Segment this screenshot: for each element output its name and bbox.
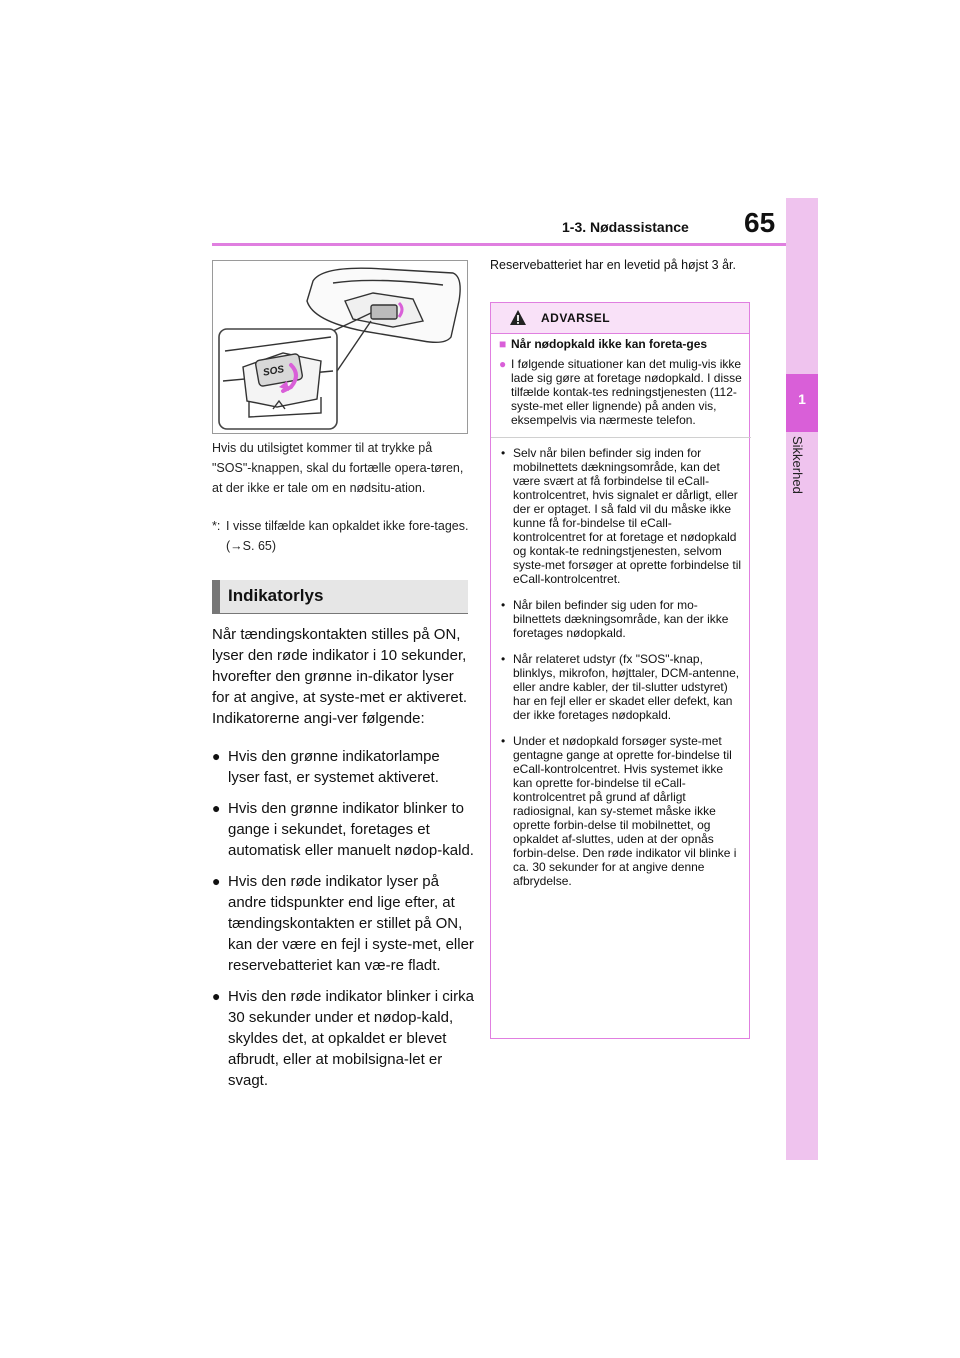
warning-subheading: [499, 337, 743, 351]
section-heading-box: [212, 580, 468, 614]
list-item: [499, 446, 743, 586]
section-title: 1-3. Nødassistance: [562, 219, 689, 235]
bullet-glyph: •: [501, 652, 506, 666]
bullet-text: Hvis den grønne indikatorlampe lyser fast, er systemet aktiveret.: [228, 748, 440, 786]
footnote-text: I visse tilfælde kan opkaldet ikke fore-tages. (→S. 65): [226, 519, 469, 553]
warning-box: [490, 302, 750, 1039]
list-item: [212, 798, 474, 861]
warning-item-text: Når relateret udstyr (fx "SOS"-knap, blinklys, mikrofon, højttaler, DCM-antenne, eller andre kabler, der til-slutter udstyret) har en fejl eller er skadet eller defekt, kan der ikke foretages nødopkald.: [513, 652, 740, 722]
sos-button-label: SOS: [262, 364, 285, 379]
battery-note: Reservebatteriet har en levetid på højst 3 år.: [490, 258, 736, 272]
chapter-side-tab[interactable]: [786, 198, 818, 1160]
sos-button-figure: [212, 260, 468, 434]
list-item: [499, 598, 743, 640]
warning-body: [499, 337, 743, 900]
page-number: 65: [744, 207, 776, 238]
divider: [491, 437, 751, 438]
indicator-bullet-list: [212, 746, 474, 1101]
section-heading: Indikatorlys: [228, 586, 324, 605]
bullet-glyph: ●: [212, 748, 221, 764]
warning-item-text: Når bilen befinder sig uden for mo-bilnettets dækningsområde, kan der ikke foretages nødopkald.: [513, 598, 729, 640]
bullet-text: Hvis den røde indikator blinker i cirka 30 sekunder under et nødop-kald, skyldes det, at opkaldet er blevet afbrudt, eller at mobilsigna-let er svagt.: [228, 988, 474, 1089]
warning-header: [491, 303, 749, 334]
bullet-glyph: •: [501, 734, 506, 748]
list-item: [499, 652, 743, 722]
bullet-glyph: •: [501, 446, 506, 460]
warning-circle-text: I følgende situationer kan det mulig-vis ikke lade sig gøre at foretage nødopkald. I disse tilfælde kontak-tes redningstjenesten (112-syste-met eller lignende) på anden vis, eksempelvis via nærmeste telefon.: [511, 357, 742, 427]
footnote-mark: *:: [212, 519, 221, 533]
warning-subheading-text: Når nødopkald ikke kan foreta-ges: [511, 337, 708, 351]
list-item: [212, 986, 474, 1091]
body-paragraph: Når tændingskontakten stilles på ON, lyser den røde indikator i 10 sekunder, hvorefter den grønne in-dikator lyser for at angive, at syste-met er aktiveret. Indikatorerne angi-ver følgende:: [212, 626, 468, 727]
heading-rule: [212, 613, 468, 614]
square-marker: ■: [499, 337, 507, 351]
warning-label: ADVARSEL: [541, 311, 611, 325]
bullet-text: Hvis den røde indikator lyser på andre tidspunkter end lige efter, at tændingskontakten er stillet på ON, kan der være en fejl i syste-met, eller reservebatteriet kan væ-re fladt.: [228, 873, 474, 974]
bullet-glyph: ●: [212, 800, 221, 816]
list-item: [212, 871, 474, 976]
bullet-text: Hvis den grønne indikator blinker to gange i sekundet, foretages et automatisk eller manuelt nødop-kald.: [228, 800, 474, 859]
warning-item-text: Under et nødopkald forsøger syste-met gentagne gange at oprette for-bindelse til eCall-kontrolcentret. Hvis systemet ikke kan oprette for-bindelse til eCall-kontrolcentret på grund af dårligt radiosignal, kan sy-stemet måske ikke oprette forbin-delse til mobilnettet, og opkaldet af-sluttes, uden at der opnås forbin-delse. Den røde indikator vil blinke i ca. 30 sekunder for at angive denne afbrydelse.: [513, 734, 737, 888]
bullet-glyph: ●: [212, 988, 221, 1004]
bullet-glyph: ●: [212, 873, 221, 889]
warning-triangle-icon: [509, 309, 527, 326]
warning-item-text: Selv når bilen befinder sig inden for mobilnettets dækningsområde, kan det være svært at få forbindelse til eCall-kontrolcentret, hvis signalet er dårligt, eller der er optaget. I så fald vil du måske ikke kunne få for-bindelse til eCall-kontrolcentret for at foretage et nødopkald og kontak-te redningstjenesten, selvom syste-met forsøger at oprette forbindelse til eCall-kontrolcentret.: [513, 446, 742, 586]
circle-marker: ●: [499, 357, 507, 371]
list-item: [212, 746, 474, 788]
list-item: [499, 734, 743, 888]
warning-circle-item: [499, 357, 743, 427]
header-rule: [212, 243, 786, 246]
footnote: [212, 516, 474, 556]
bullet-glyph: •: [501, 598, 506, 612]
chapter-name: Sikkerhed: [790, 436, 805, 494]
intro-paragraph: Hvis du utilsigtet kommer til at trykke på "SOS"-knappen, skal du fortælle opera-tøren, at der ikke er tale om en nødsitu-ation.: [212, 441, 464, 495]
chapter-name-wrap: [784, 436, 820, 516]
sos-button-illustration: [213, 261, 467, 433]
chapter-number: 1: [798, 391, 806, 407]
